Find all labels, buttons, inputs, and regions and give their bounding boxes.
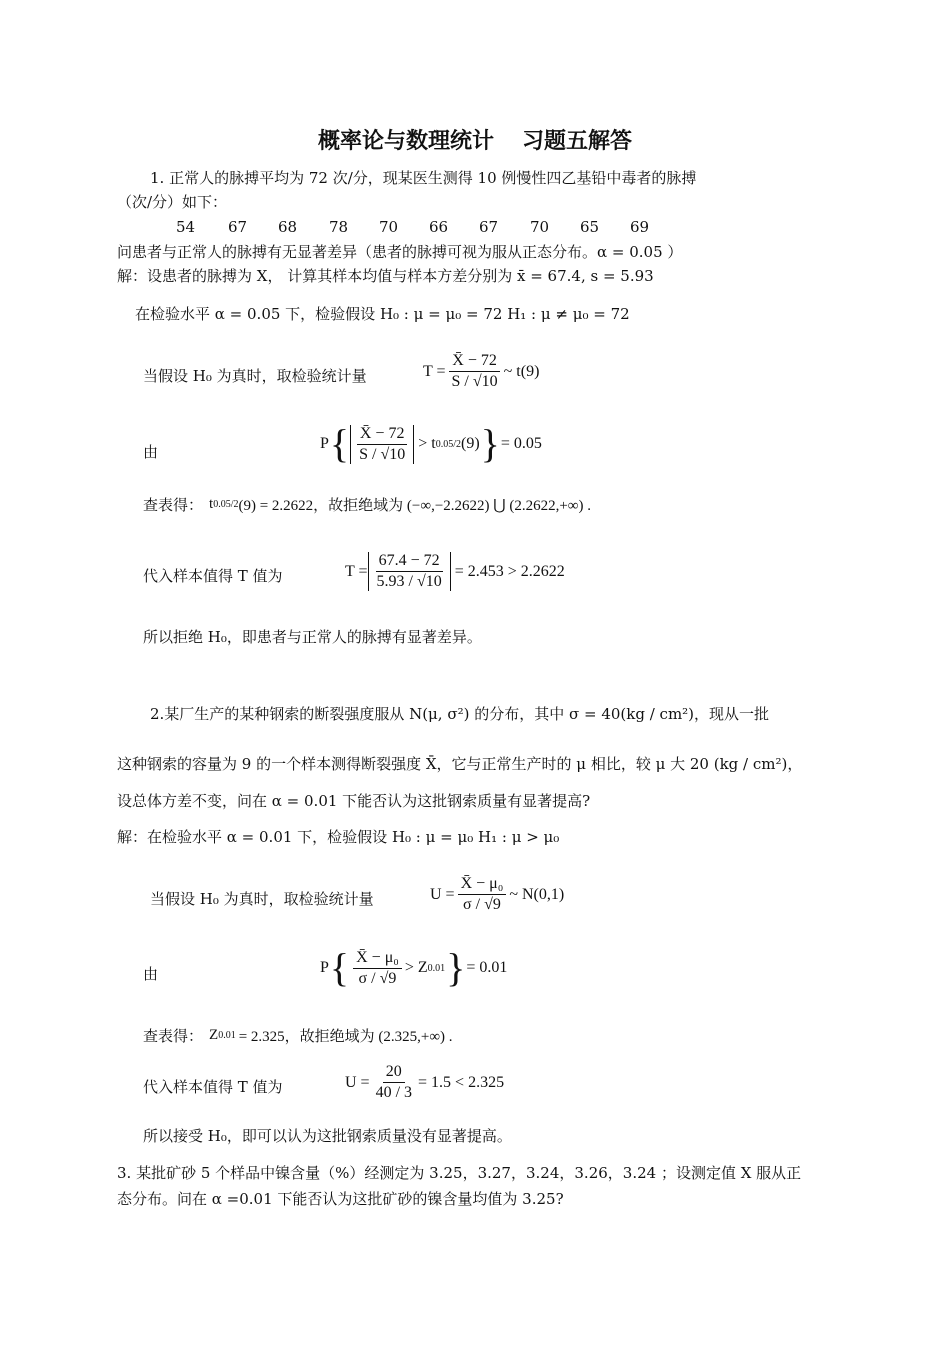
p3-question-line2: 态分布。问在 α =0.01 下能否认为这批矿砂的镍含量均值为 3.25? (117, 1190, 564, 1208)
p1-sub-fraction (374, 552, 445, 591)
p2-sub-numerator: 20 (383, 1063, 405, 1083)
p1-stat-fraction (449, 352, 501, 391)
p1-sub-lhs: T = (345, 562, 368, 580)
p1-prob-sub: 0.05/2 (435, 438, 461, 450)
right-brace: } (480, 421, 500, 466)
p2-prob-p: P (320, 959, 329, 976)
p1-sub-numerator: 67.4 − 72 (376, 552, 443, 572)
title-left: 概率论与数理统计 (317, 129, 494, 154)
p2-statistic-label: 当假设 H₀ 为真时，取检验统计量 (150, 890, 374, 908)
p2-substitute-label: 代入样本值得 T 值为 (143, 1078, 283, 1096)
p1-statistic-formula (423, 352, 539, 391)
left-brace: { (329, 421, 350, 466)
p2-by-label: 由 (143, 965, 159, 983)
p1-stat-lhs: T = (423, 362, 446, 380)
p2-table-z: Z (209, 1027, 219, 1043)
p2-question-line2: 这种钢索的容量为 9 的一个样本测得断裂强度 X̄，它与正常生产时的 μ 相比，较 μ 大 20 (kg / cm²)， (117, 755, 803, 773)
p1-by-label: 由 (143, 443, 159, 461)
p2-stat-fraction (458, 875, 507, 914)
p1-sub-abs (368, 552, 451, 591)
p2-sub-denominator: 40 / 3 (375, 1084, 413, 1101)
p1-prob-gt: > t (418, 435, 436, 452)
p1-data-value: 78 (329, 218, 349, 236)
p2-prob-gt: > Z (404, 959, 428, 976)
p1-solution-line: 解：设患者的脉搏为 X， 计算其样本均值与样本方差分别为 x̄ = 67.4, s = 5.93 (117, 267, 654, 285)
p1-sub-result: = 2.453 > 2.2622 (454, 562, 565, 580)
p2-substitute-formula (345, 1063, 504, 1102)
p2-sub-result: = 1.5 < 2.325 (418, 1073, 505, 1091)
p2-table-lookup (143, 1025, 453, 1046)
p2-stat-distribution: ~ N(0,1) (509, 885, 565, 903)
p1-probability-formula (320, 421, 542, 466)
p1-data-value: 66 (429, 218, 449, 236)
p2-question-line1: 2.某厂生产的某种钢索的断裂强度服从 N(μ, σ²) 的分布，其中 σ = 40(kg / cm²)，现从一批 (150, 705, 770, 723)
p1-data-value: 70 (379, 218, 399, 236)
p1-data-value: 69 (630, 218, 650, 236)
p1-table-lookup (143, 494, 591, 515)
p1-prob-p: P (320, 435, 329, 452)
p1-table-value: (9) = 2.2622，故拒绝域为 (−∞,−2.2622) ⋃ (2.2622,+∞) . (238, 498, 591, 514)
p2-conclusion: 所以接受 H₀，即可以认为这批钢索质量没有显著提高。 (143, 1127, 512, 1145)
p1-stat-numerator: X̄ − 72 (449, 352, 500, 372)
p1-question-line3: 问患者与正常人的脉搏有无显著差异（患者的脉搏可视为服从正态分布。α = 0.05 ） (117, 243, 683, 261)
p1-data-value: 65 (580, 218, 600, 236)
p1-prob-fraction (356, 425, 408, 464)
p1-table-t: t (209, 496, 214, 512)
p1-data-value: 70 (530, 218, 550, 236)
p2-sub-fraction (373, 1063, 415, 1102)
p1-data-value: 68 (278, 218, 298, 236)
p1-hypothesis: 在检验水平 α = 0.05 下，检验假设 H₀ : μ = μ₀ = 72 H₁ : μ ≠ μ₀ = 72 (135, 305, 630, 323)
p3-question-line1: 3. 某批矿砂 5 个样品中镍含量（%）经测定为 3.25，3.27，3.24，3.26，3.24 ；设测定值 X 服从正 (117, 1164, 802, 1182)
p2-prob-denominator: σ / √9 (358, 969, 397, 987)
p2-prob-fraction (353, 949, 402, 988)
p1-substitute-label: 代入样本值得 T 值为 (143, 567, 283, 585)
p2-question-line3: 设总体方差不变，问在 α = 0.01 下能否认为这批钢索质量有显著提高? (117, 792, 591, 810)
p2-stat-denominator: σ / √9 (463, 896, 501, 913)
p1-statistic-label: 当假设 H₀ 为真时，取检验统计量 (143, 367, 367, 385)
p2-probability-formula (320, 945, 508, 990)
p2-table-label: 查表得： (143, 1029, 204, 1045)
right-brace: } (446, 945, 466, 990)
p1-data-value: 67 (479, 218, 499, 236)
p2-prob-eq: = 0.01 (466, 959, 508, 976)
p1-prob-denominator: S / √10 (359, 445, 406, 463)
p1-prob-abs (350, 425, 414, 464)
page-title (0, 124, 950, 155)
p1-sub-denominator: 5.93 / √10 (376, 573, 442, 590)
p1-prob-numerator: X̄ − 72 (357, 425, 408, 445)
p1-data-value: 54 (176, 218, 196, 236)
p1-question-line2: （次/分）如下： (117, 193, 228, 211)
p1-prob-arg: (9) (460, 435, 480, 452)
p2-table-sub: 0.01 (218, 1030, 236, 1041)
p1-stat-denominator: S / √10 (451, 373, 498, 390)
title-right: 习题五解答 (522, 129, 633, 154)
p1-conclusion: 所以拒绝 H₀，即患者与正常人的脉搏有显著差异。 (143, 628, 482, 646)
p1-table-label: 查表得： (143, 498, 204, 514)
p2-prob-numerator: X̄ − μ₀ (353, 949, 402, 969)
p1-prob-eq: = 0.05 (500, 435, 542, 452)
p1-substitute-formula (345, 552, 565, 591)
p2-stat-numerator: X̄ − μ₀ (458, 875, 507, 895)
p2-table-value: = 2.325，故拒绝域为 (2.325,+∞) . (238, 1029, 453, 1045)
p1-table-sub: 0.05/2 (213, 499, 239, 510)
p2-prob-sub: 0.01 (427, 962, 446, 974)
p2-solution-line: 解：在检验水平 α = 0.01 下，检验假设 H₀ : μ = μ₀ H₁ : μ > μ₀ (117, 828, 560, 846)
p1-stat-distribution: ~ t(9) (503, 362, 540, 380)
p2-sub-lhs: U = (345, 1073, 370, 1091)
p1-data-value: 67 (228, 218, 248, 236)
p1-question-line1: 1. 正常人的脉搏平均为 72 次/分，现某医生测得 10 例慢性四乙基铅中毒者的脉搏 (150, 169, 697, 187)
left-brace: { (329, 945, 350, 990)
p2-stat-lhs: U = (430, 885, 455, 903)
p2-statistic-formula (430, 875, 564, 914)
